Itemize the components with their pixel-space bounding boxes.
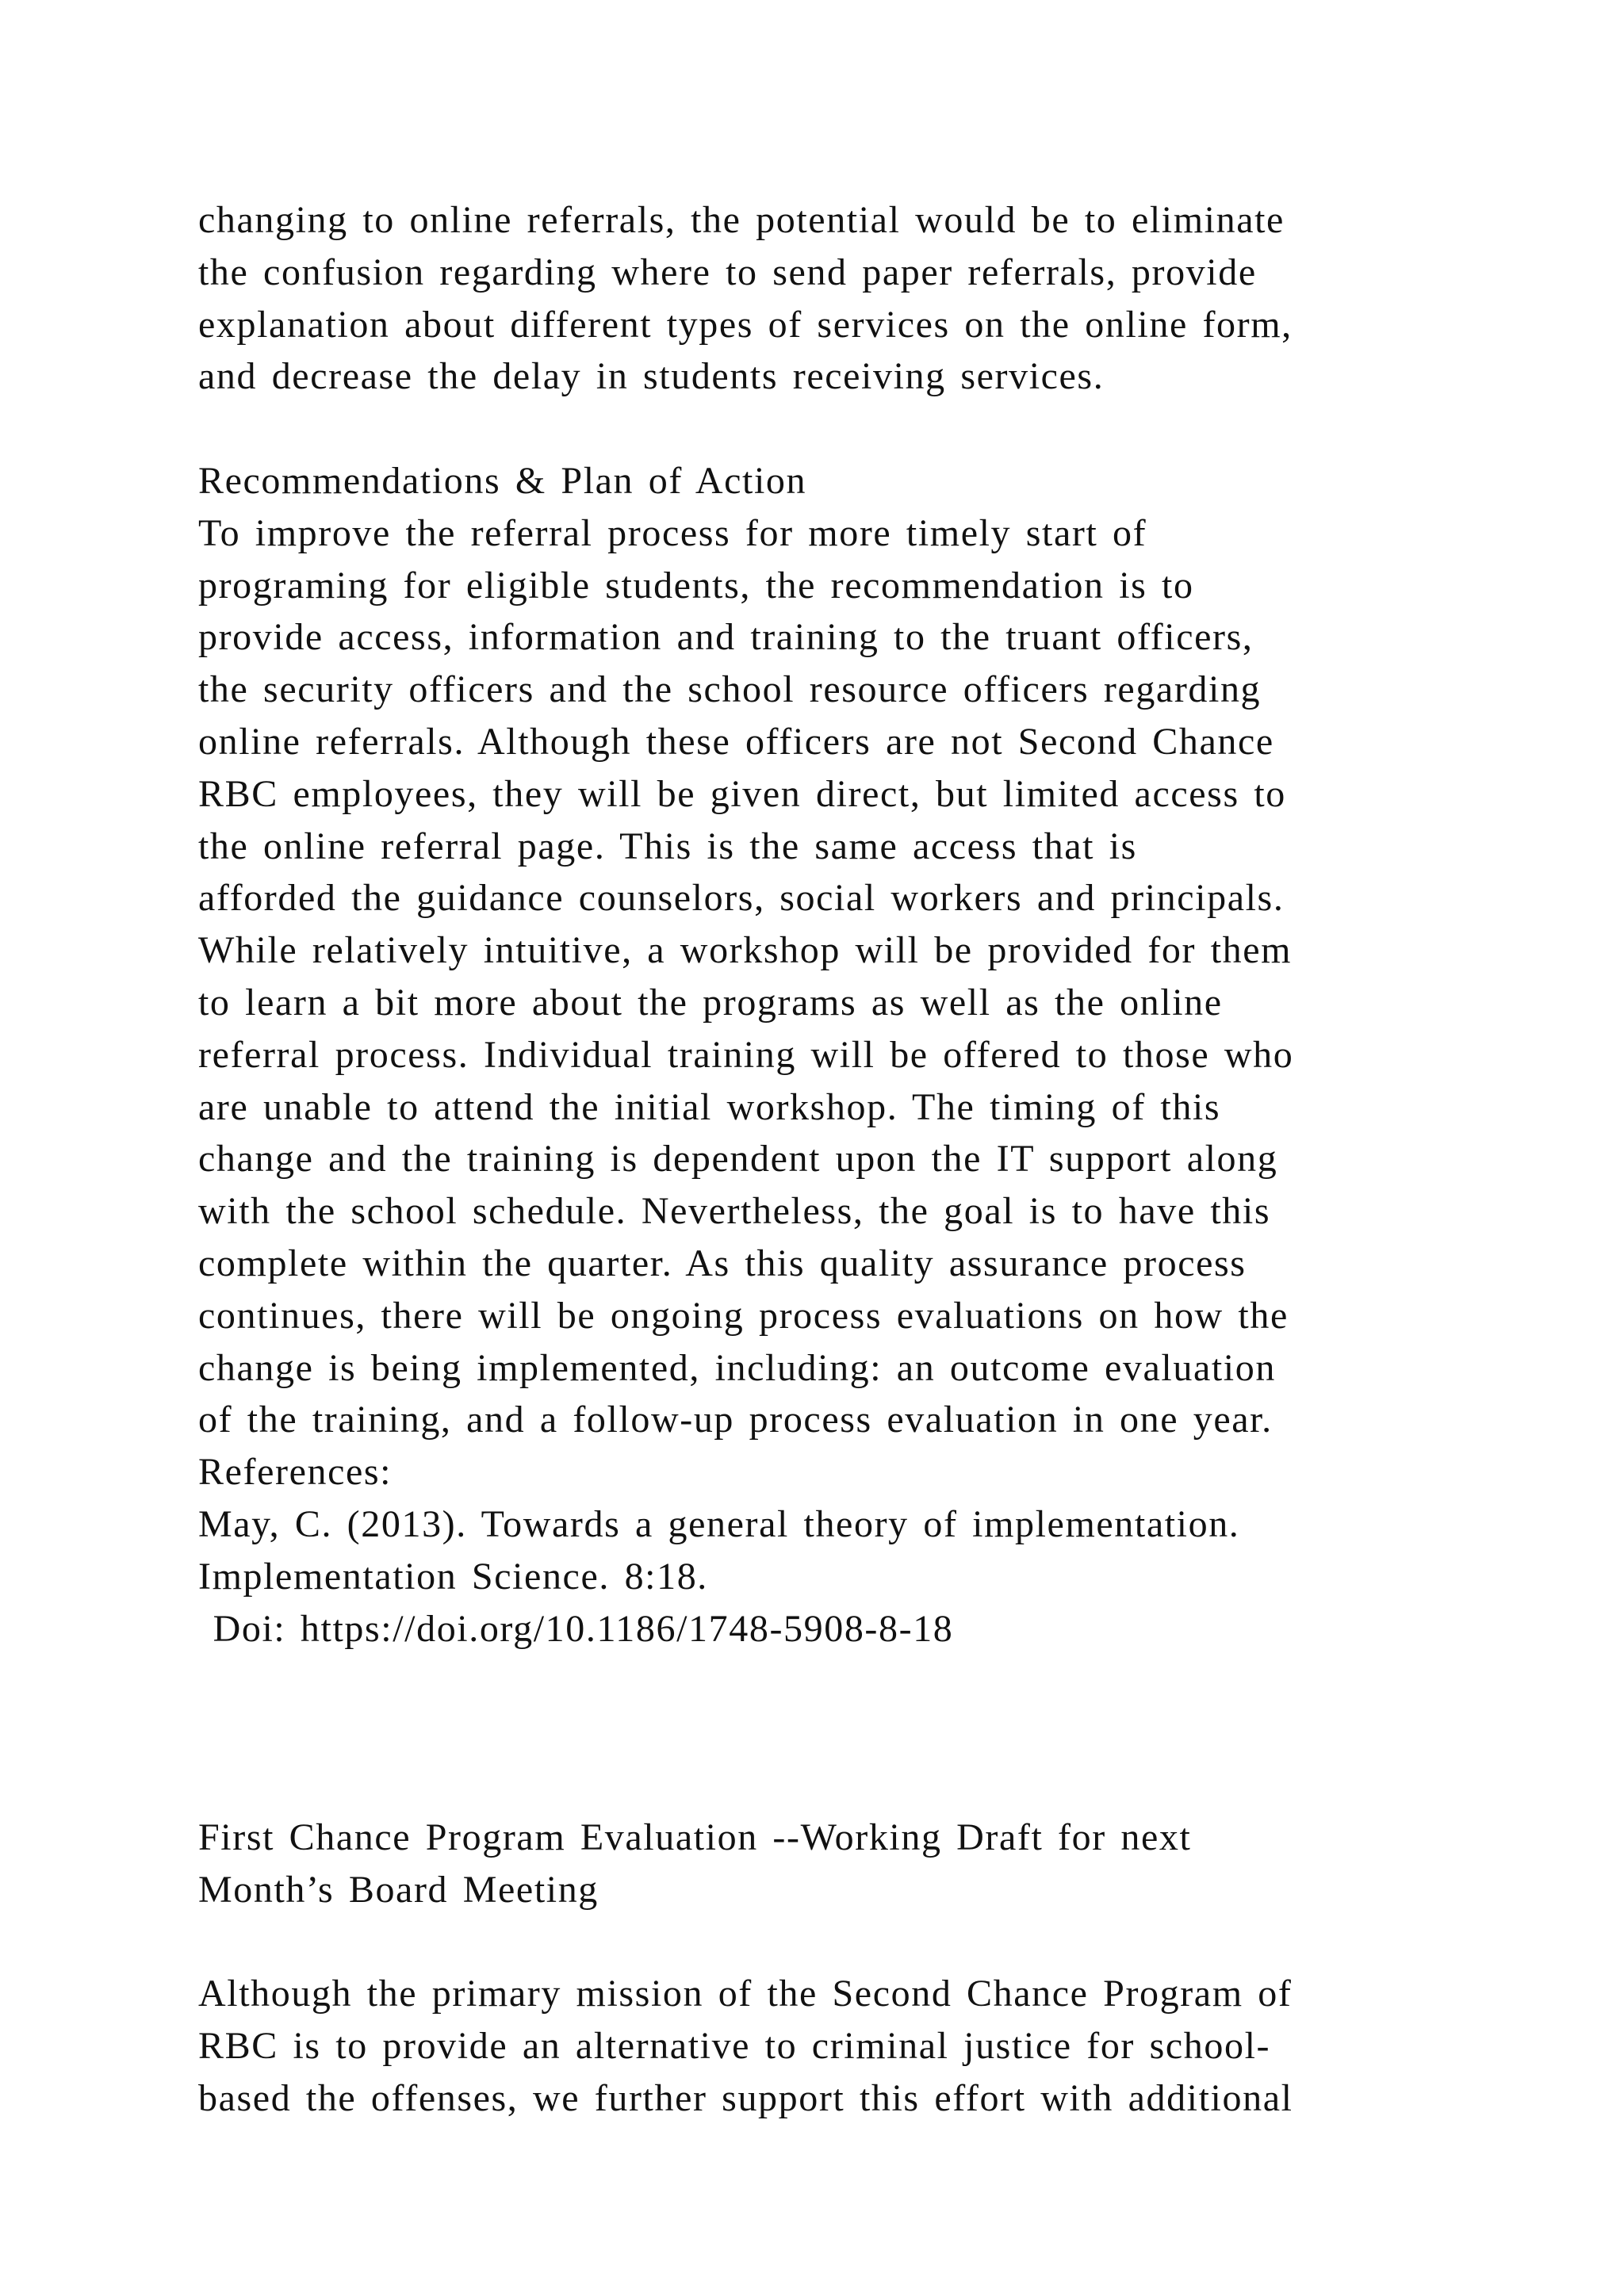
intro-line: the confusion regarding where to send paper referrals, provide (198, 251, 1257, 293)
recommendations-line: change and the training is dependent upon the IT support along (198, 1138, 1278, 1181)
document-body (198, 194, 1530, 2124)
recommendations-line: To improve the referral process for more timely start of (198, 511, 1147, 554)
intro-line: changing to online referrals, the potential would be to eliminate (198, 199, 1285, 241)
paragraph-spacer (198, 1655, 1530, 1707)
recommendations-line: continues, there will be ongoing process evaluations on how the (198, 1294, 1289, 1337)
recommendations-heading: Recommendations & Plan of Action (198, 459, 807, 502)
section-body-line: Although the primary mission of the Second Chance Program of (198, 1973, 1293, 2015)
recommendations-line: programing for eligible students, the recommendation is to (198, 564, 1194, 607)
section-title: First Chance Program Evaluation --Working Draft for next (198, 1816, 1192, 1858)
recommendations-line: with the school schedule. Nevertheless, the goal is to have this (198, 1190, 1271, 1233)
reference-doi: Doi: https://doi.org/10.1186/1748-5908-8-18 (198, 1607, 954, 1650)
intro-line: explanation about different types of services on the online form, (198, 303, 1293, 346)
recommendations-line: the security officers and the school resource officers regarding (198, 668, 1262, 711)
recommendations-line: referral process. Individual training will be offered to those who (198, 1033, 1294, 1076)
recommendations-line: are unable to attend the initial workshop. The timing of this (198, 1085, 1221, 1128)
paragraph-spacer (198, 1707, 1530, 1759)
recommendations-line: complete within the quarter. As this quality assurance process (198, 1242, 1247, 1284)
recommendations-line: to learn a bit more about the programs as well as the online (198, 981, 1223, 1024)
paragraph-spacer (198, 1915, 1530, 1968)
recommendations-line: afforded the guidance counselors, social workers and principals. (198, 877, 1285, 920)
recommendations-line: While relatively intuitive, a workshop will be provided for them (198, 929, 1293, 972)
recommendations-line: online referrals. Although these officers are not Second Chance (198, 720, 1274, 763)
intro-line: and decrease the delay in students receiving services. (198, 355, 1105, 398)
references-heading: References: (198, 1451, 393, 1494)
recommendations-line: the online referral page. This is the same access that is (198, 825, 1137, 867)
section-body-line: RBC is to provide an alternative to criminal justice for school- (198, 2024, 1271, 2067)
paragraph-spacer (198, 403, 1530, 455)
recommendations-line: of the training, and a follow-up process evaluation in one year. (198, 1399, 1273, 1441)
reference-line: May, C. (2013). Towards a general theory of implementation. (198, 1502, 1240, 1545)
recommendations-line: provide access, information and training to the truant officers, (198, 616, 1254, 659)
section-body-line: based the offenses, we further support this effort with additional (198, 2076, 1293, 2119)
recommendations-line: RBC employees, they will be given direct, but limited access to (198, 772, 1286, 815)
reference-line: Implementation Science. 8:18. (198, 1555, 708, 1598)
paragraph-spacer (198, 1759, 1530, 1812)
section-title: Month’s Board Meeting (198, 1868, 599, 1911)
recommendations-line: change is being implemented, including: an outcome evaluation (198, 1346, 1276, 1389)
